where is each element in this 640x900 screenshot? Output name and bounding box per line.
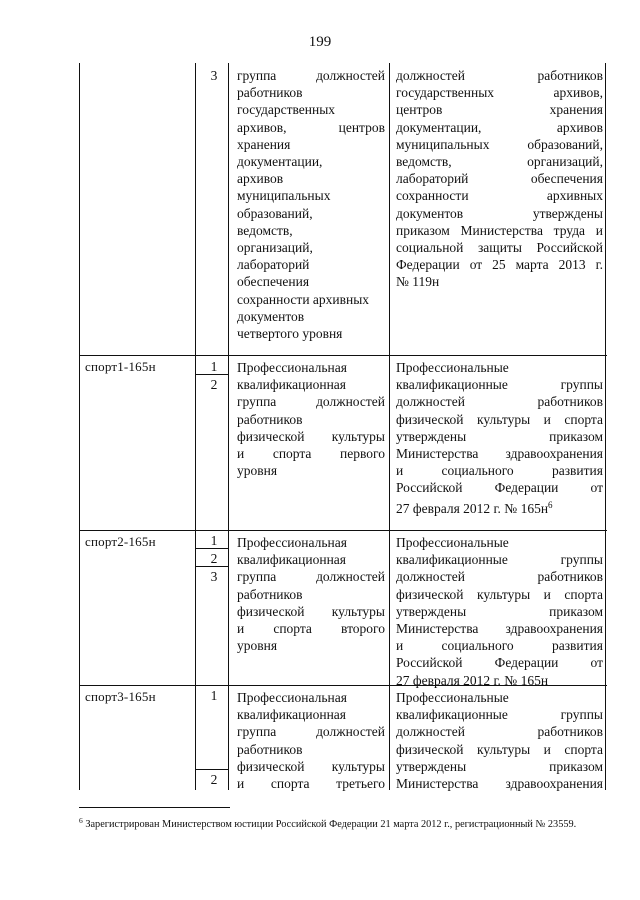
text-line: ведомств, организаций, [396, 154, 603, 170]
text-line: работников [237, 741, 303, 757]
level-cell: 3 [210, 68, 218, 83]
footnote-marker: 6 [79, 816, 83, 825]
text-line: Российской Федерации от [396, 655, 603, 671]
text-line: физической культуры и спорта [396, 741, 603, 757]
text-line: физической культуры [237, 603, 385, 619]
text-line: утверждены приказом [396, 428, 603, 444]
text-line: образований, [237, 205, 313, 221]
text-line: Профессиональные [396, 360, 509, 375]
text-line: Российской Федерации от [396, 480, 603, 496]
level-cell: 3 [210, 569, 218, 584]
text-line: уровня [237, 463, 278, 479]
text-line: Министерства здравоохранения [396, 776, 603, 792]
text-line: муниципальных [237, 188, 331, 204]
qualification-code: спорт2-165н [85, 534, 156, 549]
text-line: физической культуры [237, 758, 385, 774]
text-line: физической культуры и спорта [396, 586, 603, 602]
table-border-right [605, 63, 606, 790]
level-cell: 2 [210, 772, 218, 787]
text-line: и социального развития [396, 463, 603, 479]
text-line: хранения [237, 136, 291, 152]
text-line: должностей работников [396, 724, 603, 740]
group-name-cell [237, 689, 385, 792]
text-line: обеспечения [237, 274, 310, 290]
text-line: уровня [237, 638, 278, 654]
text-line: документации, архивов [396, 119, 603, 135]
text-line: архивов [237, 171, 284, 187]
level-cell: 2 [210, 551, 218, 566]
table-border-col2 [228, 63, 229, 790]
reference-line-text: 27 февраля 2012 г. № 165н [396, 500, 549, 516]
table-border-col1 [195, 63, 196, 790]
text-line: Профессиональные [396, 690, 509, 705]
text-line: работников [237, 586, 303, 602]
text-line: № 119н [396, 274, 440, 290]
text-line: квалификационная [237, 377, 346, 393]
text-line: организаций, [237, 240, 313, 256]
footnote-text: Зарегистрирован Министерством юстиции Российской Федерации 21 марта 2012 г., регистрационный № 23559. [85, 819, 577, 830]
footnote-divider [79, 807, 230, 808]
text-line: Министерства здравоохранения [396, 621, 603, 637]
text-line: 27 февраля 2012 г. № 165н [396, 672, 549, 688]
text-line: государственных [237, 102, 336, 118]
text-line: четвертого уровня [237, 326, 343, 342]
level-cell: 2 [210, 377, 218, 392]
qualification-code: спорт3-165н [85, 689, 156, 704]
qualification-code: спорт1-165н [85, 359, 156, 374]
text-line: приказом Министерства труда и [396, 222, 603, 238]
text-line: должностей работников [396, 394, 603, 410]
level-cell: 1 [210, 359, 218, 374]
text-line: группа должностей [237, 569, 385, 585]
classification-table [79, 63, 607, 790]
text-line: квалификационная [237, 552, 346, 568]
text-line: ведомств, [237, 222, 293, 238]
text-line: Профессиональные [396, 535, 509, 550]
text-line: и спорта первого [237, 446, 385, 462]
row-separator [79, 355, 607, 356]
row-separator [79, 530, 607, 531]
table-border-col3 [389, 63, 390, 790]
table-border-left [79, 63, 80, 790]
text-line: и спорта третьего [237, 776, 385, 792]
text-line: группа должностей [237, 394, 385, 410]
level-cell: 1 [210, 688, 218, 703]
reference-cell [396, 534, 603, 689]
group-name-cell [237, 67, 385, 342]
text-line: Федерации от 25 марта 2013 г. [396, 257, 603, 273]
text-line: муниципальных образований, [396, 136, 603, 152]
text-line: Министерства здравоохранения [396, 446, 603, 462]
footnote [79, 814, 607, 832]
text-line: сохранности архивных [396, 188, 603, 204]
text-line: утверждены приказом [396, 758, 603, 774]
text-line: квалификационные группы [396, 552, 603, 568]
text-line: квалификационные группы [396, 707, 603, 723]
group-name-cell [237, 534, 385, 654]
text-line [396, 497, 603, 517]
text-line: Профессиональная [237, 535, 347, 550]
text-line: утверждены приказом [396, 603, 603, 619]
reference-cell [396, 359, 603, 517]
text-line: и социального развития [396, 638, 603, 654]
page-number: 199 [308, 34, 332, 50]
text-line: физической культуры [237, 428, 385, 444]
text-line: квалификационная [237, 707, 346, 723]
text-line: Профессиональная [237, 690, 347, 705]
text-line: работников [237, 411, 303, 427]
footnote-ref: 6 [548, 499, 553, 510]
text-line: группа должностей [237, 68, 385, 83]
text-line: работников [237, 85, 303, 101]
text-line: центров хранения [396, 102, 603, 118]
text-line: лабораторий обеспечения [396, 171, 603, 187]
text-line: лабораторий [237, 257, 310, 273]
text-line: документов утверждены [396, 205, 603, 221]
text-line: Профессиональная [237, 360, 347, 375]
text-line: государственных архивов, [396, 85, 603, 101]
text-line: социальной защиты Российской [396, 240, 603, 256]
text-line: должностей работников [396, 569, 603, 585]
text-line: группа должностей [237, 724, 385, 740]
text-line: должностей работников [396, 68, 603, 83]
group-name-cell [237, 359, 385, 479]
reference-cell [396, 67, 603, 291]
text-line: и спорта второго [237, 621, 385, 637]
text-line: документов [237, 308, 305, 324]
text-line: квалификационные группы [396, 377, 603, 393]
text-line: документации, [237, 154, 323, 170]
text-line: сохранности архивных [237, 291, 370, 307]
reference-cell [396, 689, 603, 792]
text-line: физической культуры и спорта [396, 411, 603, 427]
level-cell: 1 [210, 533, 218, 548]
text-line: архивов, центров [237, 119, 385, 135]
